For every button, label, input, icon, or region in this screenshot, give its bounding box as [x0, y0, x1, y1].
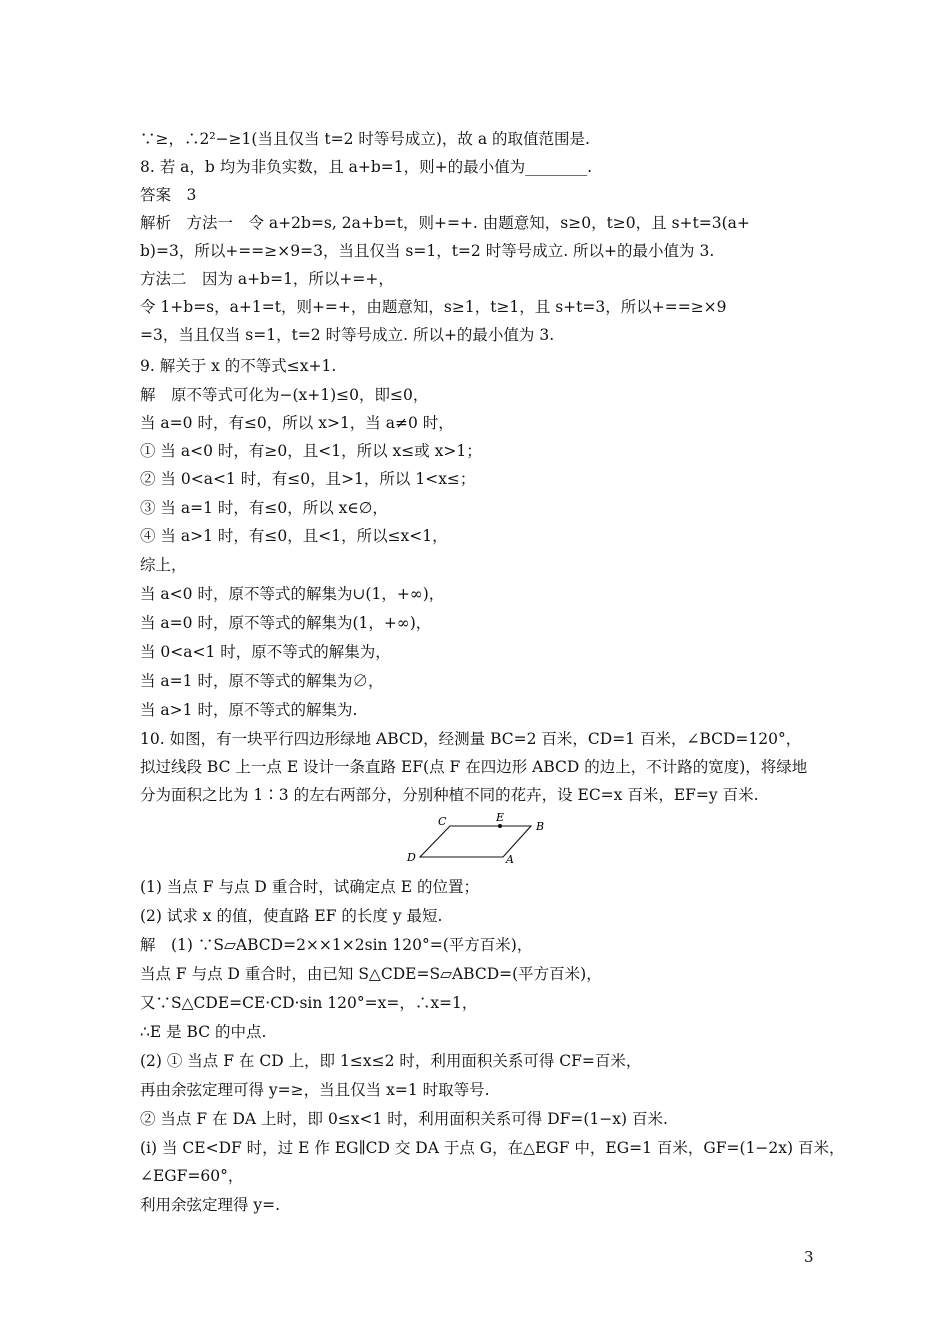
label-c: C — [438, 815, 447, 828]
solution-line: 再由余弦定理可得 y=≥，当且仅当 x=1 时取等号. — [140, 1081, 490, 1099]
question-10-text: 拟过线段 BC 上一点 E 设计一条直路 EF(点 F 在四边形 ABCD 的边上，不计路的宽度)，将绿地 — [140, 758, 808, 776]
summary-label: 综上， — [140, 556, 187, 574]
solution-line: 利用余弦定理得 y=. — [140, 1196, 281, 1214]
label-d: D — [407, 851, 416, 864]
analysis-line: 令 1+b=s，a+1=t，则+=+，由题意知，s≥1，t≥1，且 s+t=3，所以+==≥×9 — [140, 298, 727, 316]
analysis-line: 解析 方法一 令 a+2b=s, 2a+b=t，则+=+. 由题意知，s≥0，t≥0，且 s+t=3(a+ — [140, 214, 750, 232]
label-e: E — [496, 812, 505, 824]
solution-line: 当点 F 与点 D 重合时，由已知 S△CDE=S▱ABCD=(平方百米)， — [140, 965, 602, 983]
parallelogram-diagram — [400, 812, 560, 870]
case-1: ① 当 a<0 时，有≥0，且<1，所以 x≤或 x>1； — [140, 442, 482, 460]
solution-line: 当 a=0 时，有≤0，所以 x>1，当 a≠0 时， — [140, 414, 454, 432]
subquestion-2: (2) 试求 x 的值，使直路 EF 的长度 y 最短. — [140, 907, 443, 925]
label-a: A — [506, 853, 514, 866]
question-10-text: 分为面积之比为 1∶3 的左右两部分，分别种植不同的花卉，设 EC=x 百米，EF=y 百米. — [140, 786, 759, 804]
summary-line: 当 a>1 时，原不等式的解集为. — [140, 701, 358, 719]
case-2: ② 当 0<a<1 时，有≤0，且>1，所以 1<x≤； — [140, 470, 476, 488]
question-10: 10. 如图，有一块平行四边形绿地 ABCD，经测量 BC=2 百米，CD=1 百米，∠BCD=120°， — [140, 730, 802, 748]
solution-line: (i) 当 CE<DF 时，过 E 作 EG∥CD 交 DA 于点 G，在△EGF 中，EG=1 百米，GF=(1−2x) 百米， — [140, 1139, 845, 1157]
solution-line: (2) ① 当点 F 在 CD 上，即 1≤x≤2 时，利用面积关系可得 CF=百米， — [140, 1052, 642, 1070]
solution-line: 解 (1) ∵S▱ABCD=2××1×2sin 120°=(平方百米)， — [140, 936, 533, 954]
page-number: 3 — [804, 1248, 814, 1266]
solution-line: ② 当点 F 在 DA 上时，即 0≤x<1 时，利用面积关系可得 DF=(1−x) 百米. — [140, 1110, 668, 1128]
text-line: ∵≥，∴2²−≥1(当且仅当 t=2 时等号成立)，故 a 的取值范围是. — [140, 130, 590, 148]
case-3: ③ 当 a=1 时，有≤0，所以 x∈∅， — [140, 499, 388, 517]
summary-line: 当 a=0 时，原不等式的解集为(1，+∞)， — [140, 614, 432, 632]
parallelogram-abcd — [420, 826, 531, 857]
question-9: 9. 解关于 x 的不等式≤x+1. — [140, 357, 337, 375]
solution-line: ∠EGF=60°， — [140, 1167, 244, 1185]
summary-line: 当 a=1 时，原不等式的解集为∅， — [140, 672, 384, 690]
label-b: B — [536, 820, 545, 833]
subquestion-1: (1) 当点 F 与点 D 重合时，试确定点 E 的位置； — [140, 878, 479, 896]
solution-line: 解 原不等式可化为−(x+1)≤0，即≤0， — [140, 386, 429, 404]
point-e — [498, 824, 502, 828]
summary-line: 当 0<a<1 时，原不等式的解集为， — [140, 643, 391, 661]
answer-label: 答案 3 — [140, 186, 197, 204]
analysis-line: =3，当且仅当 s=1，t=2 时等号成立. 所以+的最小值为 3. — [140, 326, 555, 344]
summary-line: 当 a<0 时，原不等式的解集为∪(1，+∞)， — [140, 585, 445, 603]
solution-line: ∴E 是 BC 的中点. — [140, 1023, 267, 1041]
analysis-line: b)=3，所以+==≥×9=3，当且仅当 s=1，t=2 时等号成立. 所以+的最小值为 3. — [140, 242, 715, 260]
solution-line: 又∵S△CDE=CE·CD·sin 120°=x=，∴x=1， — [140, 994, 478, 1012]
method-two: 方法二 因为 a+b=1，所以+=+， — [140, 270, 394, 288]
question-8: 8. 若 a，b 均为非负实数，且 a+b=1，则+的最小值为________. — [140, 158, 593, 176]
case-4: ④ 当 a>1 时，有≤0，且<1，所以≤x<1， — [140, 527, 448, 545]
